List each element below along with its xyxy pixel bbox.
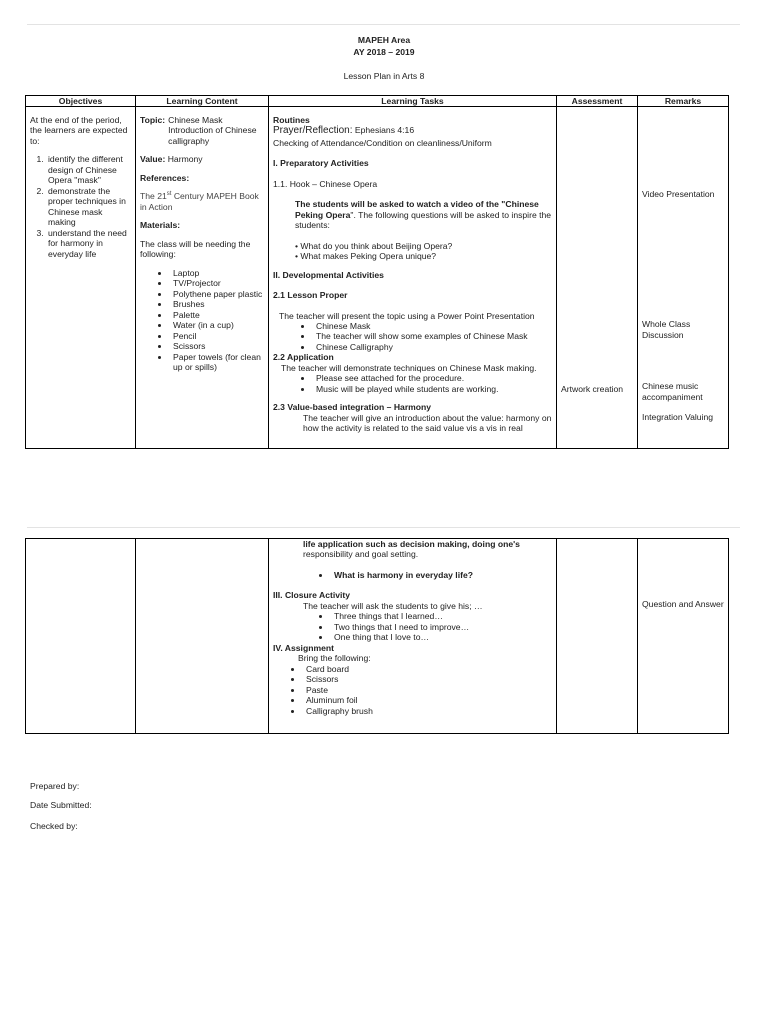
hook-line: 1.1. Hook – Chinese Opera <box>273 178 378 189</box>
objective-item: 1. identify the different design of Chinese Opera "mask" <box>46 154 131 185</box>
learning-tasks-cell <box>269 107 557 449</box>
material-item: • Pencil <box>170 331 264 341</box>
remark-integration: Integration Valuing <box>642 412 714 423</box>
objectives-cell-cont <box>26 539 136 734</box>
materials-label: Materials: <box>140 220 181 231</box>
preparatory-heading: I. Preparatory Activities <box>273 158 369 169</box>
objective-item: 3. understand the need for harmony in everyday life <box>46 228 131 259</box>
materials-list <box>140 268 264 373</box>
material-item: • Laptop <box>170 268 264 278</box>
checked-by-label: Checked by: <box>30 821 78 831</box>
attendance-line: Checking of Attendance/Condition on cleanliness/Uniform <box>273 137 492 148</box>
lesson-proper-item: • Chinese Mask <box>313 321 552 331</box>
video-rest: ". The following questions will be asked to inspire the students: <box>295 209 552 231</box>
application-heading: 2.2 Application <box>273 352 334 363</box>
material-item: • TV/Projector <box>170 278 264 288</box>
table-header-row <box>26 96 729 107</box>
value-integration-heading: 2.3 Value-based integration – Harmony <box>273 402 432 413</box>
lesson-plan-subtitle: Lesson Plan in Arts 8 <box>343 71 425 81</box>
assessment-cell-cont <box>557 539 638 734</box>
reference-prefix: The 21 <box>140 191 167 202</box>
learning-tasks-cell-cont <box>269 539 557 734</box>
assignment-item: • Paste <box>303 685 552 695</box>
remarks-cell-cont <box>638 539 729 734</box>
table-body-row <box>26 107 729 449</box>
assignment-list <box>273 664 552 716</box>
harmony-question: • What is harmony in everyday life? <box>331 570 552 580</box>
closure-item: • Three things that I learned… <box>331 611 552 621</box>
demo-line: The teacher will demonstrate techniques on Chinese Mask making. <box>281 362 537 373</box>
material-item: • Palette <box>170 310 264 320</box>
assignment-item: • Calligraphy brush <box>303 706 552 716</box>
present-line: The teacher will present the topic using a Power Point Presentation <box>279 310 535 321</box>
remark-qa: Question and Answer <box>642 599 724 609</box>
question-text: What do you think about Beijing Opera? <box>300 240 453 251</box>
materials-intro: The class will be needing the following: <box>140 238 251 260</box>
material-item: • Water (in a cup) <box>170 320 264 330</box>
lesson-plan-table-page1 <box>25 95 729 449</box>
objectives-cell <box>26 107 136 449</box>
objectives-list <box>30 154 131 259</box>
reference-rest: Century MAPEH Book in Action <box>140 191 259 212</box>
routines-heading: Routines <box>273 115 310 125</box>
header-learning-content: Learning Content <box>136 96 269 107</box>
value-line <box>140 154 264 164</box>
objective-item: 2. demonstrate the proper techniques in Chinese mask making <box>46 186 131 228</box>
closure-text: The teacher will ask the students to give his; … <box>303 600 483 611</box>
references-label: References: <box>140 172 190 183</box>
video-instruction <box>273 199 552 230</box>
lesson-proper-heading: 2.1 Lesson Proper <box>273 290 348 301</box>
inspire-questions <box>273 241 552 262</box>
closure-list <box>273 611 552 642</box>
header-remarks: Remarks <box>638 96 729 107</box>
remark-music: Chinese music accompaniment <box>642 381 703 402</box>
page-top-rule <box>27 24 740 25</box>
application-item: • Please see attached for the procedure. <box>313 373 552 383</box>
assessment-artwork: Artwork creation <box>561 384 624 394</box>
closure-heading: III. Closure Activity <box>273 590 351 601</box>
remark-whole-class: Whole Class Discussion <box>642 319 691 340</box>
lesson-proper-list <box>273 321 552 352</box>
prayer-value: Ephesians 4:16 <box>354 125 415 136</box>
prayer-line <box>273 125 552 137</box>
remarks-cell <box>638 107 729 449</box>
header-learning-tasks: Learning Tasks <box>269 96 557 107</box>
assignment-item: • Scissors <box>303 674 552 684</box>
value-label: Value: <box>140 154 166 165</box>
assignment-item: • Card board <box>303 664 552 674</box>
bring-line: Bring the following: <box>298 653 371 664</box>
material-item: • Polythene paper plastic <box>170 289 264 299</box>
learning-content-cell-cont <box>136 539 269 734</box>
table-continuation-row <box>26 539 729 734</box>
area-title: MAPEH Area <box>357 35 411 45</box>
assignment-item: • Aluminum foil <box>303 695 552 705</box>
harmony-question-list <box>273 570 552 580</box>
value-value: Harmony <box>167 154 203 165</box>
prepared-by-label: Prepared by: <box>30 781 80 791</box>
topic-value: Chinese Mask Introduction of Chinese calligraphy <box>168 115 257 146</box>
application-item: • Music will be played while students are working. <box>313 384 552 394</box>
header-assessment: Assessment <box>557 96 638 107</box>
objectives-intro: At the end of the period, the learners are expected to: <box>30 115 128 146</box>
material-item: • Brushes <box>170 299 264 309</box>
academic-year: AY 2018 – 2019 <box>353 47 415 57</box>
lesson-plan-table-page2 <box>25 538 729 734</box>
value-integration-text: The teacher will give an introduction about the value: harmony on how the activity is related to the said value vis a vis in real <box>303 412 552 434</box>
application-list <box>273 373 552 394</box>
closure-item: • Two things that I need to improve… <box>331 622 552 632</box>
continued-rest: responsibility and goal setting. <box>303 549 419 560</box>
topic-label: Topic: <box>140 115 166 125</box>
developmental-heading: II. Developmental Activities <box>273 269 384 280</box>
material-item: • Paper towels (for clean up or spills) <box>170 352 264 373</box>
question-item: • What makes Peking Opera unique? <box>295 251 437 262</box>
assignment-heading: IV. Assignment <box>273 642 334 653</box>
reference-text <box>140 191 264 212</box>
material-item: • Scissors <box>170 341 264 351</box>
topic-line <box>140 115 264 146</box>
continued-bold: life application such as decision making, doing one's <box>303 539 520 549</box>
question-item: • What do you think about Beijing Opera? <box>295 240 453 251</box>
question-text: What makes Peking Opera unique? <box>300 251 437 262</box>
video-bold: The students will be asked to watch a video of the "Chinese Peking Opera <box>295 199 539 220</box>
reference-sup: st <box>166 191 172 198</box>
closure-item: • One thing that I love to… <box>331 632 552 642</box>
date-submitted-label: Date Submitted: <box>30 800 92 810</box>
continued-text <box>273 539 552 549</box>
page-break-rule <box>27 527 740 528</box>
remark-video: Video Presentation <box>642 189 715 199</box>
prayer-label: Prayer/Reflection: <box>273 125 353 137</box>
lesson-proper-item: • Chinese Calligraphy <box>313 342 552 352</box>
lesson-proper-item: • The teacher will show some examples of Chinese Mask <box>313 331 552 341</box>
header-objectives: Objectives <box>26 96 136 107</box>
assessment-cell <box>557 107 638 449</box>
learning-content-cell <box>136 107 269 449</box>
